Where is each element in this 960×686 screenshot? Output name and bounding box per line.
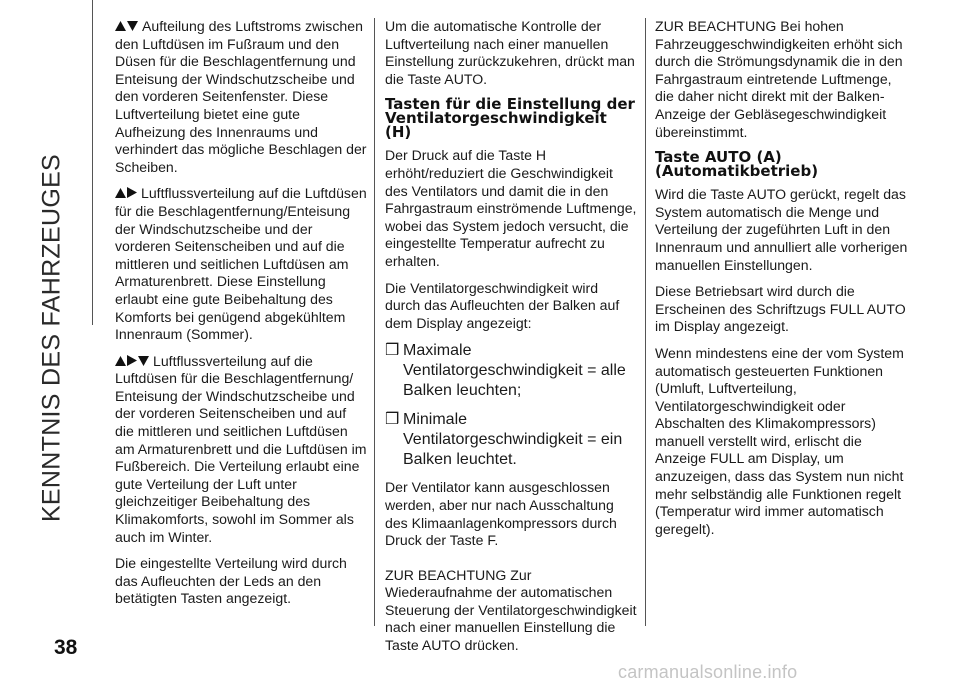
- checkbox-bullet-icon: ❒: [385, 342, 400, 360]
- page-number: 38: [54, 636, 78, 659]
- list-item-text: Maximale Ventilatorgeschwindigkeit = alle Balken leuchten;: [403, 342, 626, 400]
- checkbox-bullet-icon: ❒: [385, 411, 400, 429]
- airflow-icons: [115, 18, 139, 36]
- paragraph: [115, 185, 367, 343]
- arrow-right-icon: [127, 355, 137, 366]
- arrow-up-icon: [115, 21, 126, 31]
- paragraph: Die Ventilatorgeschwindigkeit wird durch das Aufleuchten der Balken auf dem Display angezeigt:: [385, 279, 620, 331]
- column-divider: [374, 18, 375, 626]
- text-column-2: [385, 18, 637, 664]
- paragraph: [115, 18, 367, 176]
- paragraph: Wird die Taste AUTO gerückt, regelt das System automatisch die Menge und Verteilung der zugeführten Luft in den Innenraum und annulliert alle vorherigen manuellen Einstellungen.: [655, 186, 908, 273]
- list-item-text: Minimale Ventilatorgeschwindigkeit = ein Balken leuchtet.: [403, 411, 623, 469]
- paragraph-text: Luftflussverteilung auf die Luftdüsen für die Beschlagentfernung/ Enteisung der Windschutzscheibe und der vorderen Seitenscheiben und auf die mittleren und seitlichen Luftdüsen am Armaturenbrett und die Luftdüsen im Fußbereich. Die Verteilung erlaubt eine gute Verteilung der Luft unter gleichzeitiger Beibehaltung des Klimakomforts, sowohl im Sommer als auch im Winter.: [115, 352, 367, 545]
- paragraph: Der Ventilator kann ausgeschlossen werden, aber nur nach Ausschaltung des Klimaanlagenkompressors durch Druck der Taste F.: [385, 479, 617, 549]
- section-heading: Tasten für die Einstellung der Ventilatorgeschwindigkeit (H): [385, 95, 635, 142]
- paragraph: Um die automatische Kontrolle der Luftverteilung nach einer manuellen Einstellung zurückzukehren, drückt man die Taste AUTO.: [385, 18, 635, 87]
- paragraph: Der Druck auf die Taste H erhöht/reduziert die Geschwindigkeit des Ventilators und damit die in den Fahrgastraum einströmende Luftmenge, wobei das System jedoch versucht, die eingestellte Temperatur aufrecht zu erhalten.: [385, 147, 637, 269]
- airflow-icons: [115, 353, 150, 371]
- note-paragraph: ZUR BEACHTUNG Bei hohen Fahrzeuggeschwindigkeiten erhöht sich durch die Strömungsdynamik die in den Fahrgastraum eintretende Luftmenge, die daher nicht direkt mit der Balken-Anzeige der Gebläsegeschwindigkeit übereinstimmt.: [655, 18, 903, 140]
- paragraph: [115, 353, 367, 547]
- arrow-up-icon: [115, 356, 126, 366]
- airflow-icons: [115, 185, 138, 203]
- arrow-down-icon: [138, 356, 149, 366]
- list-item: [385, 410, 637, 470]
- chapter-divider: [92, 0, 93, 325]
- text-column-3: [655, 18, 911, 547]
- paragraph: Wenn mindestens eine der vom System automatisch gesteuerten Funktionen (Umluft, Luftverteilung, Ventilatorgeschwindigkeit oder Abschalten des Klimakompressors) manuell verstellt wird, erlischt die Anzeige FULL am Display, um anzuzeigen, dass das System nun nicht mehr selbständig alle Funktionen regelt (Temperatur wird immer automatisch geregelt).: [655, 344, 904, 537]
- note-paragraph: ZUR BEACHTUNG Zur Wiederaufnahme der automatischen Steuerung der Ventilatorgeschwindigkeit nach einer manuellen Einstellung die Taste AUTO drücken.: [385, 566, 637, 654]
- arrow-down-icon: [127, 21, 138, 31]
- paragraph: Diese Betriebsart wird durch die Erscheinen des Schriftzugs FULL AUTO im Display angezeigt.: [655, 283, 906, 335]
- text-column-1: [115, 18, 367, 617]
- paragraph-text: Aufteilung des Luftstroms zwischen den Luftdüsen im Fußraum und den Düsen für die Beschlagentfernung und Enteisung der Windschutzscheibe und den vorderen Seitenfenster. Diese Luftverteilung bietet eine gute Aufheizung des Innenraums und verhindert das mögliche Beschlagen der Scheiben.: [115, 18, 367, 175]
- paragraph-text: Luftflussverteilung auf die Luftdüsen für die Beschlagentfernung/Enteisung der Windschutzscheibe und der vorderen Seitenscheiben und auf die mittleren und seitlichen Luftdüsen am Armaturenbrett. Diese Einstellung erlaubt eine gute Beibehaltung des Komforts bei genügend abgekühltem Innenraum (Sommer).: [115, 185, 367, 343]
- paragraph: Die eingestellte Verteilung wird durch das Aufleuchten der Leds an den betätigten Tasten angezeigt.: [115, 555, 347, 607]
- column-divider: [645, 18, 646, 626]
- chapter-title: KENNTNIS DES FAHRZEUGES: [37, 153, 66, 523]
- section-heading: Taste AUTO (A) (Automatikbetrieb): [655, 148, 819, 181]
- list-item: [385, 341, 637, 401]
- arrow-up-icon: [115, 188, 126, 198]
- watermark: carmanualsonline.info: [618, 662, 798, 682]
- arrow-right-icon: [127, 187, 137, 198]
